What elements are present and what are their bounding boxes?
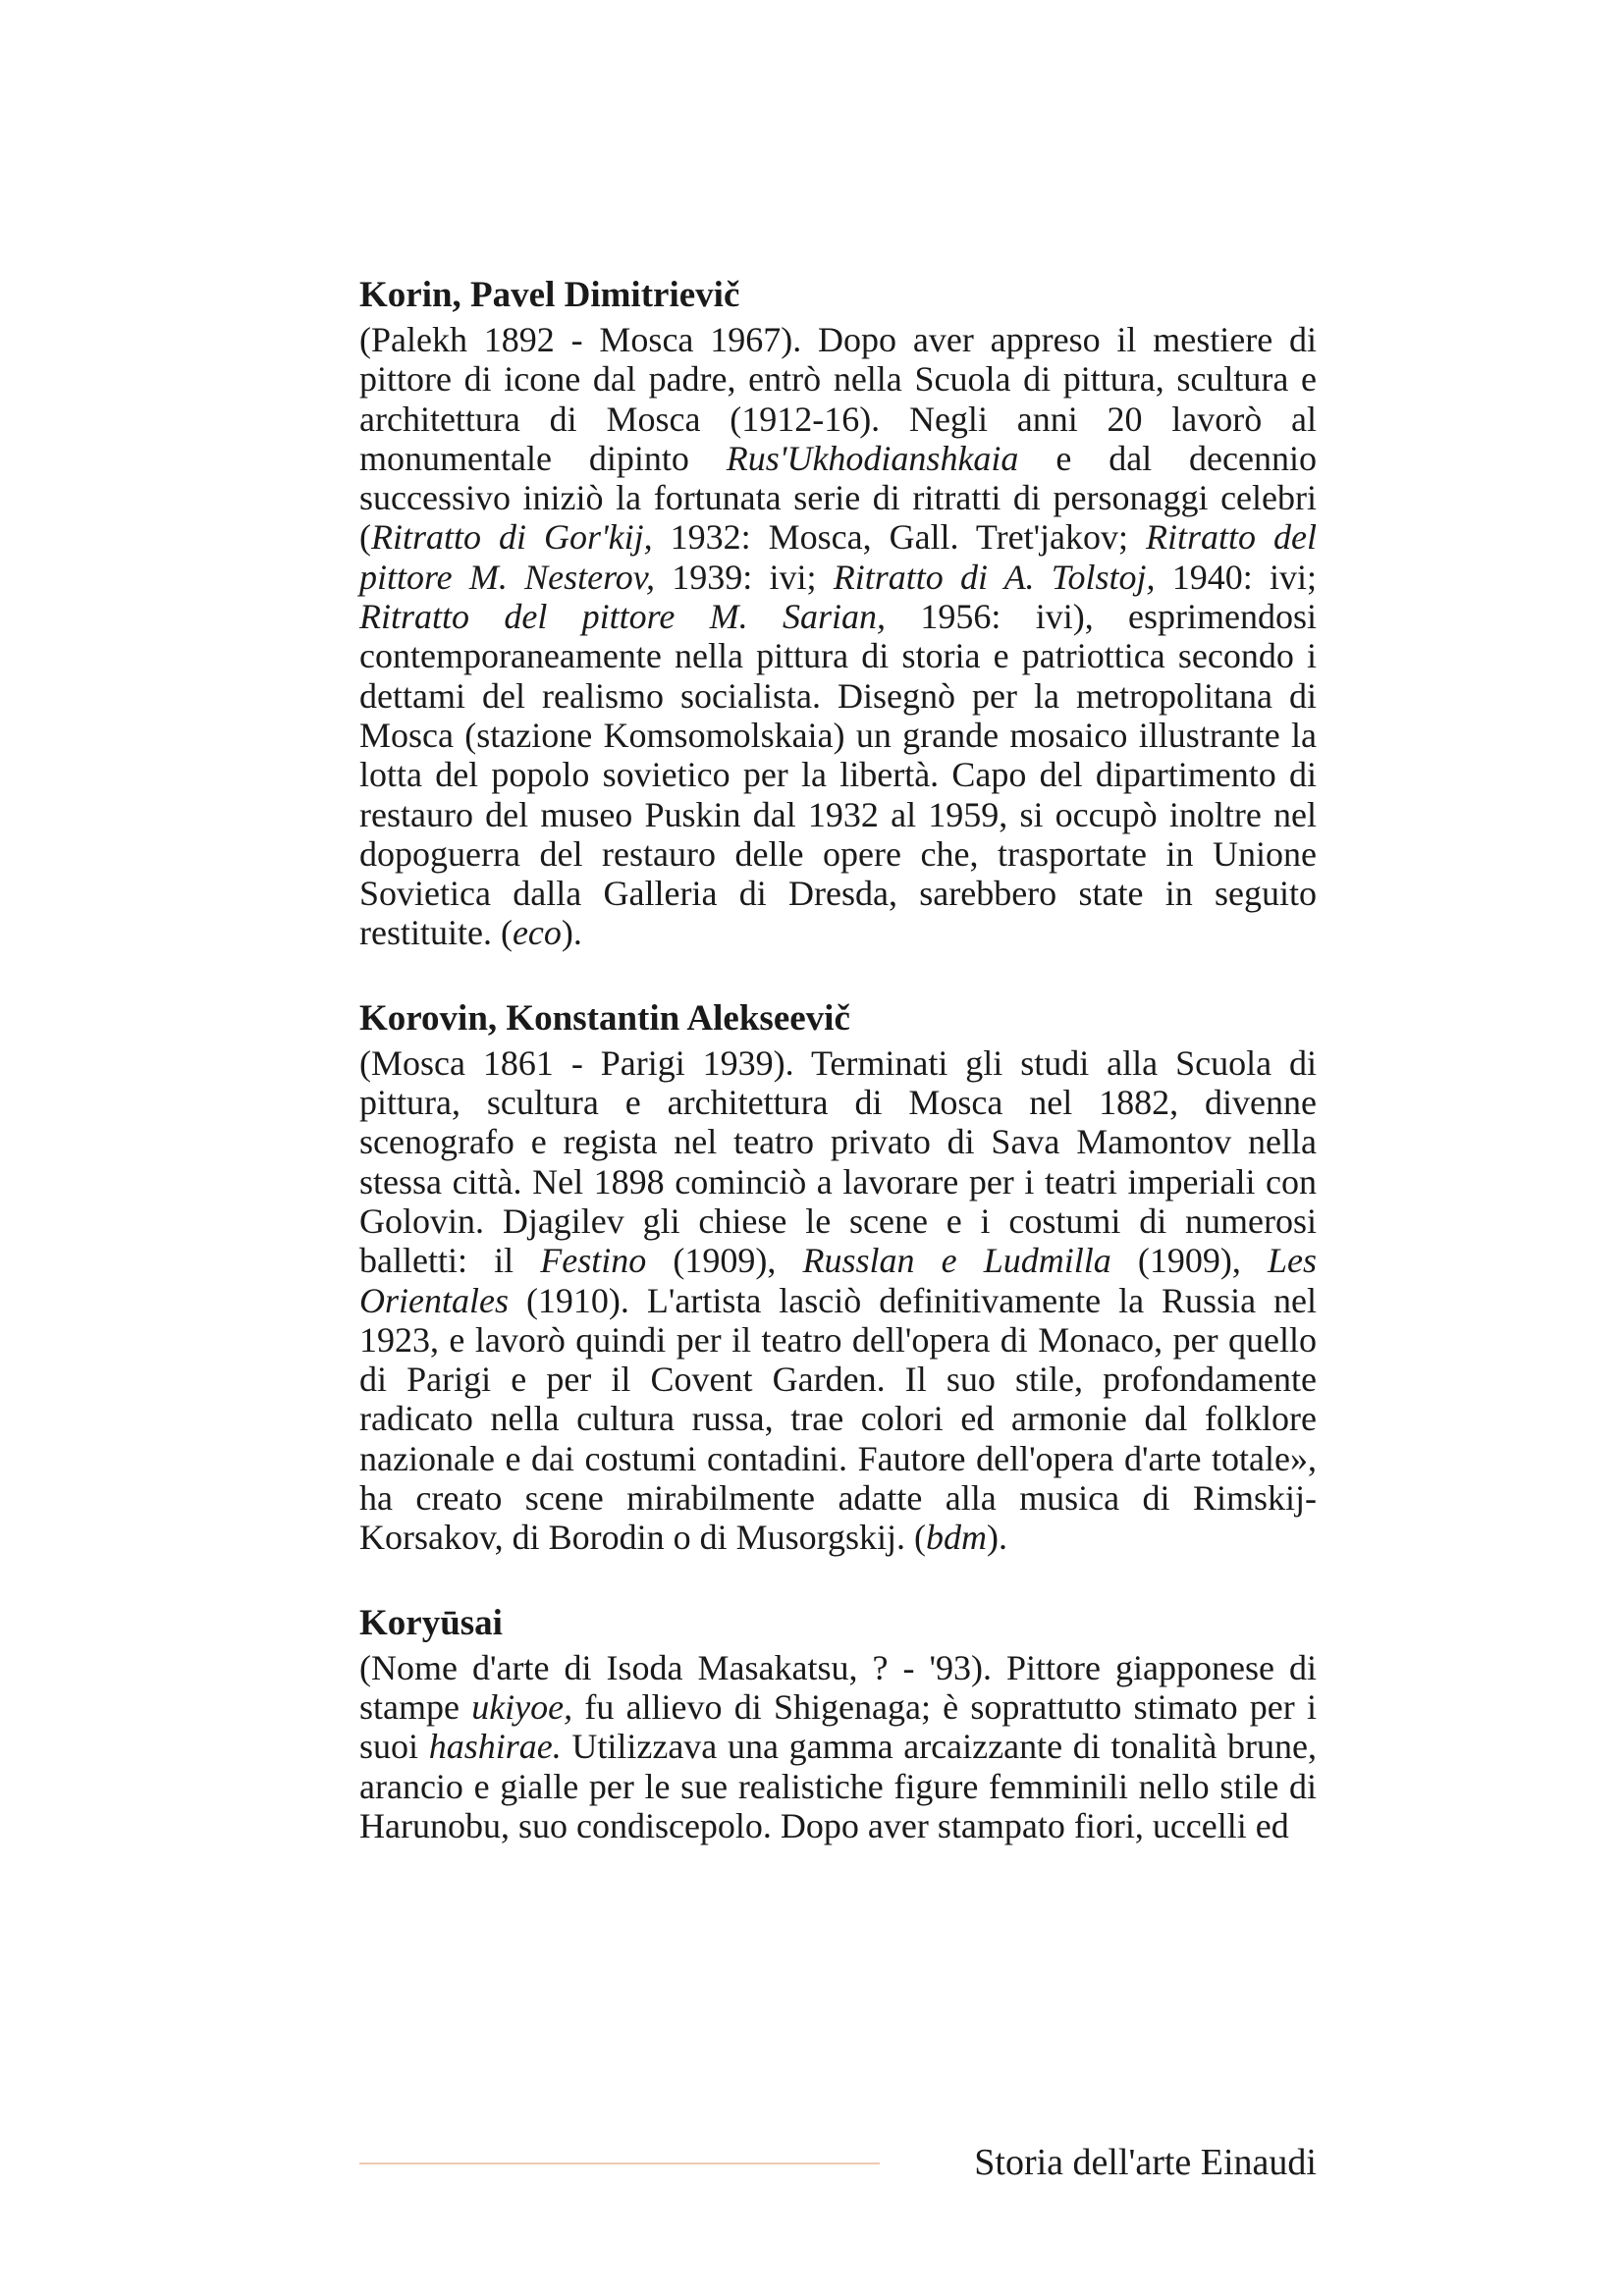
entry-title: Korin, Pavel Dimitrievič: [359, 275, 740, 315]
italic-text: Rus'Ukhodianshkaia: [726, 438, 1019, 478]
entries-column: [359, 273, 1317, 1889]
entry-body: [359, 320, 1317, 953]
entry-title: Koryūsai: [359, 1602, 503, 1643]
dictionary-entry: [359, 1601, 1317, 1845]
dictionary-entry: [359, 273, 1317, 953]
italic-text: hashirae.: [428, 1727, 562, 1767]
footer-rule: [359, 2163, 880, 2164]
entry-body: [359, 1043, 1317, 1558]
italic-text: Les Orientales: [359, 1241, 1317, 1320]
italic-text: bdm: [926, 1518, 988, 1558]
body-text: fu allievo di Shigenaga; è soprattutto stimato per i suoi: [359, 1686, 1317, 1767]
italic-text: Russlan e Ludmilla: [802, 1241, 1111, 1281]
footer-title: Storia dell'arte Einaudi: [974, 2142, 1317, 2183]
body-text: 1939: ivi;: [655, 557, 834, 597]
body-text: (1910). L'artista lasciò definitivamente la Russia nel 1923, e lavorò quindi per il teatro dell'opera di Monaco, per quello di Parigi e per il Covent Garden. Il suo stile, profondamente radicato nella cultura russa, trae colori ed armonie dal folklore nazionale e dai costumi contadini. Fautore dell'opera d'arte totale», ha creato scene mirabilmente adatte alla musica di Rimskij-Korsakov, di Borodin o di Musorgskij. (: [359, 1280, 1317, 1558]
body-text: e dal decennio successivo iniziò la fortunata serie di ritratti di personaggi celebri (: [359, 438, 1317, 558]
body-text: 1956: ivi), esprimendosi contemporaneamente nella pittura di storia e patriottica secondo i dettami del realismo socialista. Disegnò per la metropolitana di Mosca (stazione Komsomolskaia) un grande mosaico illustrante la lotta del popolo sovietico per la libertà. Capo del dipartimento di restauro del museo Puskin dal 1932 al 1959, si occupò inoltre nel dopoguerra del restauro delle opere che, trasportate in Unione Sovietica dalla Galleria di Dresda, sarebbero state in seguito restituite. (: [359, 597, 1317, 953]
body-text: 1940: ivi;: [1155, 557, 1317, 597]
body-text: (Nome d'arte di Isoda Masakatsu, ? - '93). Pittore giapponese di stampe: [359, 1647, 1317, 1727]
body-text: (Mosca 1861 - Parigi 1939). Terminati gli studi alla Scuola di pittura, scultura e architettura di Mosca nel 1882, divenne scenografo e regista nel teatro privato di Sava Mamontov nella stessa città. Nel 1898 cominciò a lavorare per i teatri imperiali con Golovin. Djagilev gli chiese le scene e i costumi di numerosi balletti: il: [359, 1042, 1317, 1281]
entry-body: [359, 1648, 1317, 1845]
italic-text: Ritratto del pittore M. Nesterov,: [359, 517, 1317, 597]
entry-title: Korovin, Konstantin Alekseevič: [359, 997, 850, 1039]
body-text: (1909),: [1110, 1241, 1268, 1281]
italic-text: eco: [512, 913, 562, 953]
dictionary-entry: [359, 996, 1317, 1558]
italic-text: ukiyoe,: [471, 1686, 573, 1727]
body-text: ).: [561, 913, 582, 953]
page-footer: [359, 2138, 1317, 2187]
body-text: ).: [987, 1518, 1008, 1558]
body-text: 1932: Mosca, Gall. Tret'jakov;: [652, 517, 1147, 558]
italic-text: Festino: [540, 1241, 647, 1281]
body-text: (Palekh 1892 - Mosca 1967). Dopo aver appreso il mestiere di pittore di icone dal padre, entrò nella Scuola di pittura, scultura e architettura di Mosca (1912-16). Negli anni 20 lavorò al monumentale dipinto: [359, 320, 1317, 478]
body-text: (1909),: [646, 1241, 803, 1281]
italic-text: Ritratto del pittore M. Sarian,: [359, 597, 887, 637]
italic-text: Ritratto di Gor'kij,: [371, 517, 653, 558]
italic-text: Ritratto di A. Tolstoj,: [833, 557, 1156, 597]
body-text: Utilizzava una gamma arcaizzante di tonalità brune, arancio e gialle per le sue realistiche figure femminili nello stile di Harunobu, suo condiscepolo. Dopo aver stampato fiori, uccelli ed: [359, 1727, 1317, 1845]
